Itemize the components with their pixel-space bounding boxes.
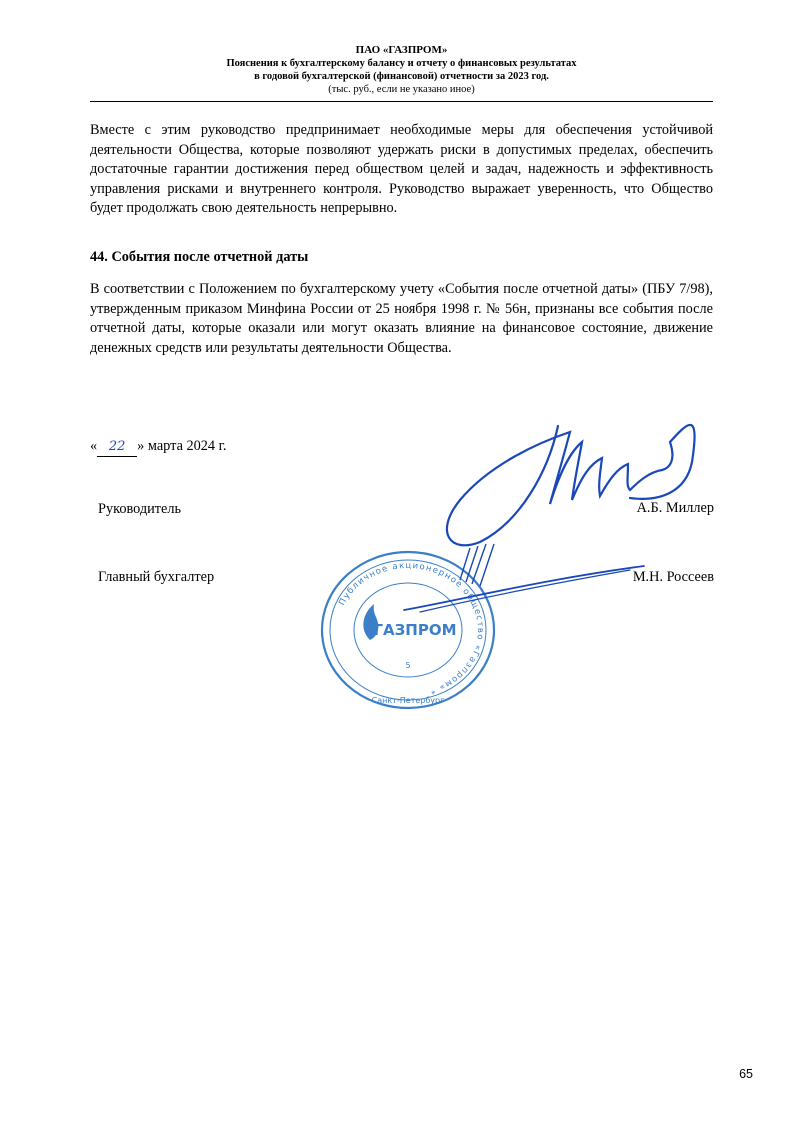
page-number: 65 — [739, 1067, 753, 1081]
header-title-line-2: в годовой бухгалтерской (финансовой) отчетности за 2023 год. — [254, 71, 549, 82]
stamp-logo-text: ГАЗПРОМ — [373, 621, 457, 639]
accountant-name: М.Н. Россеев — [632, 569, 714, 585]
header-units-note: (тыс. руб., если не указано иное) — [328, 84, 475, 95]
date-close-quote: » — [137, 438, 145, 454]
section-paragraph: В соответствии с Положением по бухгалтерскому учету «События после отчетной даты» (ПБУ 7/98), утвержденным приказом Минфина России от 25 ноября 1998 г. № 56н, признаны все события после отчетной даты, которые оказали или могут оказать влияние на финансовое состояние, движение денежных средств или результаты деятельности Общества. — [90, 281, 713, 356]
paragraph-risk-management: Вместе с этим руководство предпринимает необходимые меры для обеспечения устойчивой деятельности Общества, которые позволяют удержать риски в допустимых пределах, обеспечить достаточные гарантии достижения перед обществом целей и задач, надежность и эффективность управления рисками и внутреннего контроля. Руководство выражает уверенность, что Общество будет продолжать свою деятельность непрерывно. — [90, 122, 713, 217]
head-role-label: Руководитель — [98, 501, 182, 517]
date-open-quote: « — [90, 438, 98, 454]
document-header — [90, 44, 713, 96]
date-month-year: марта 2024 г. — [144, 438, 227, 454]
company-name: ПАО «ГАЗПРОМ» — [355, 44, 448, 56]
svg-text:Публичное акционерное общество: Публичное акционерное общество «Газпром» * — [337, 560, 486, 696]
stamp-city: Санкт-Петербург — [371, 696, 445, 705]
header-divider — [90, 101, 713, 102]
accountant-role-label: Главный бухгалтер — [98, 569, 215, 585]
head-name: А.Б. Миллер — [636, 500, 714, 516]
head-signature — [430, 402, 700, 562]
signing-date — [90, 437, 226, 457]
section-title: 44. События после отчетной даты — [90, 249, 309, 265]
date-day-handwritten: 22 — [97, 437, 137, 457]
header-title-line-1: Пояснения к бухгалтерскому балансу и отчету о финансовых результатах — [226, 58, 577, 69]
stamp-number: 5 — [405, 661, 411, 670]
accountant-signature — [400, 540, 650, 620]
